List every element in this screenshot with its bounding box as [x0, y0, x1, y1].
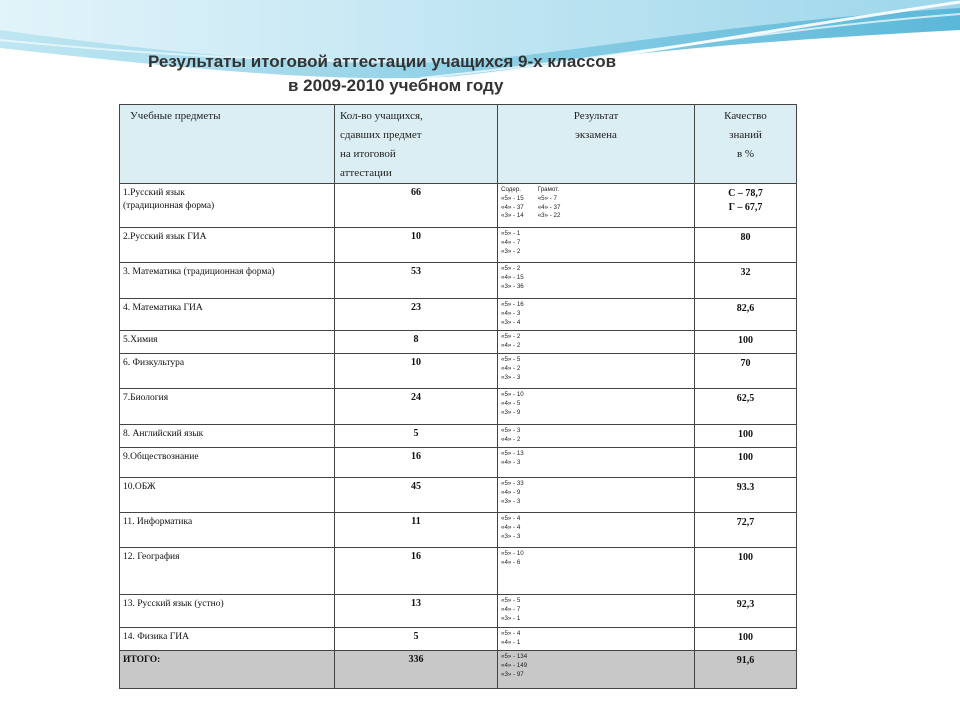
subject-cell: 13. Русский язык (устно)	[120, 595, 335, 628]
student-count-cell: 45	[335, 478, 498, 513]
exam-result-cell: «5» - 4 «4» - 4 «3» - 3	[498, 513, 695, 548]
quality-cell: 70	[695, 354, 797, 389]
table-row	[120, 184, 797, 228]
subject-cell: 11. Информатика	[120, 513, 335, 548]
subject-cell: ИТОГО:	[120, 651, 335, 689]
student-count-cell: 24	[335, 389, 498, 425]
quality-cell: 80	[695, 228, 797, 263]
subject-cell: 14. Физика ГИА	[120, 628, 335, 651]
student-count-cell: 10	[335, 354, 498, 389]
student-count-cell: 13	[335, 595, 498, 628]
student-count-cell: 23	[335, 299, 498, 331]
table-row	[120, 448, 797, 478]
subject-cell: 7.Биология	[120, 389, 335, 425]
student-count-cell: 5	[335, 425, 498, 448]
header-exam-result: Результат экзамена	[498, 105, 695, 184]
table-header-row	[120, 105, 797, 184]
table-row	[120, 478, 797, 513]
header-students-count: Кол-во учащихся, сдавших предмет на итоговой аттестации	[335, 105, 498, 184]
student-count-cell: 11	[335, 513, 498, 548]
quality-cell: 100	[695, 425, 797, 448]
exam-result-cell: «5» - 3 «4» - 2	[498, 425, 695, 448]
subject-cell: 12. География	[120, 548, 335, 595]
exam-result-cell: «5» - 10 «4» - 6	[498, 548, 695, 595]
subject-cell: 4. Математика ГИА	[120, 299, 335, 331]
quality-cell: 72,7	[695, 513, 797, 548]
exam-result-cell: «5» - 134 «4» - 149 «3» - 97	[498, 651, 695, 689]
student-count-cell: 8	[335, 331, 498, 354]
page-subtitle: в 2009-2010 учебном году	[288, 76, 504, 95]
exam-result-cell: «5» - 2 «4» - 2	[498, 331, 695, 354]
exam-result-cell: «5» - 16 «4» - 3 «3» - 4	[498, 299, 695, 331]
quality-cell: 93.3	[695, 478, 797, 513]
subject-cell: 1.Русский язык (традиционная форма)	[120, 184, 335, 228]
quality-cell: 91,6	[695, 651, 797, 689]
header-quality: Качество знаний в %	[695, 105, 797, 184]
table-row	[120, 354, 797, 389]
total-row	[120, 651, 797, 689]
quality-cell: 100	[695, 628, 797, 651]
student-count-cell: 16	[335, 548, 498, 595]
quality-cell: 100	[695, 331, 797, 354]
subject-cell: 8. Английский язык	[120, 425, 335, 448]
table-row	[120, 228, 797, 263]
table-row	[120, 595, 797, 628]
subject-cell: 6. Физкультура	[120, 354, 335, 389]
student-count-cell: 10	[335, 228, 498, 263]
exam-result-cell: «5» - 2 «4» - 15 «3» - 36	[498, 263, 695, 299]
table-row	[120, 299, 797, 331]
quality-cell: 82,6	[695, 299, 797, 331]
exam-result-cell: «5» - 33 «4» - 9 «3» - 3	[498, 478, 695, 513]
table-row	[120, 389, 797, 425]
subject-cell: 10.ОБЖ	[120, 478, 335, 513]
exam-result-cell: «5» - 5 «4» - 2 «3» - 3	[498, 354, 695, 389]
results-table	[119, 104, 797, 689]
student-count-cell: 53	[335, 263, 498, 299]
page-title: Результаты итоговой аттестации учащихся 9-х классов	[148, 52, 617, 71]
quality-cell: 100	[695, 548, 797, 595]
exam-result-cell: «5» - 13 «4» - 3	[498, 448, 695, 478]
table-row	[120, 628, 797, 651]
header-subjects: Учебные предметы	[120, 105, 335, 184]
exam-result-cell: «5» - 10 «4» - 5 «3» - 9	[498, 389, 695, 425]
subject-cell: 2.Русский язык ГИА	[120, 228, 335, 263]
exam-result-cell: «5» - 4 «4» - 1	[498, 628, 695, 651]
quality-cell: 92,3	[695, 595, 797, 628]
student-count-cell: 336	[335, 651, 498, 689]
table-row	[120, 513, 797, 548]
subject-cell: 9.Обществознание	[120, 448, 335, 478]
student-count-cell: 16	[335, 448, 498, 478]
table-row	[120, 548, 797, 595]
table-row	[120, 331, 797, 354]
exam-result-cell: Содер. «5» - 15 «4» - 37 «3» - 14 Грамот. «5» - 7 «4» - 37 «3» - 22	[498, 184, 695, 228]
student-count-cell: 66	[335, 184, 498, 228]
exam-result-cell: «5» - 1 «4» - 7 «3» - 2	[498, 228, 695, 263]
quality-cell: 32	[695, 263, 797, 299]
exam-result-cell: «5» - 5 «4» - 7 «3» - 1	[498, 595, 695, 628]
quality-cell: С – 78,7 Г – 67,7	[695, 184, 797, 228]
table-row	[120, 425, 797, 448]
subject-cell: 3. Математика (традиционная форма)	[120, 263, 335, 299]
table-row	[120, 263, 797, 299]
student-count-cell: 5	[335, 628, 498, 651]
quality-cell: 62,5	[695, 389, 797, 425]
subject-cell: 5.Химия	[120, 331, 335, 354]
quality-cell: 100	[695, 448, 797, 478]
